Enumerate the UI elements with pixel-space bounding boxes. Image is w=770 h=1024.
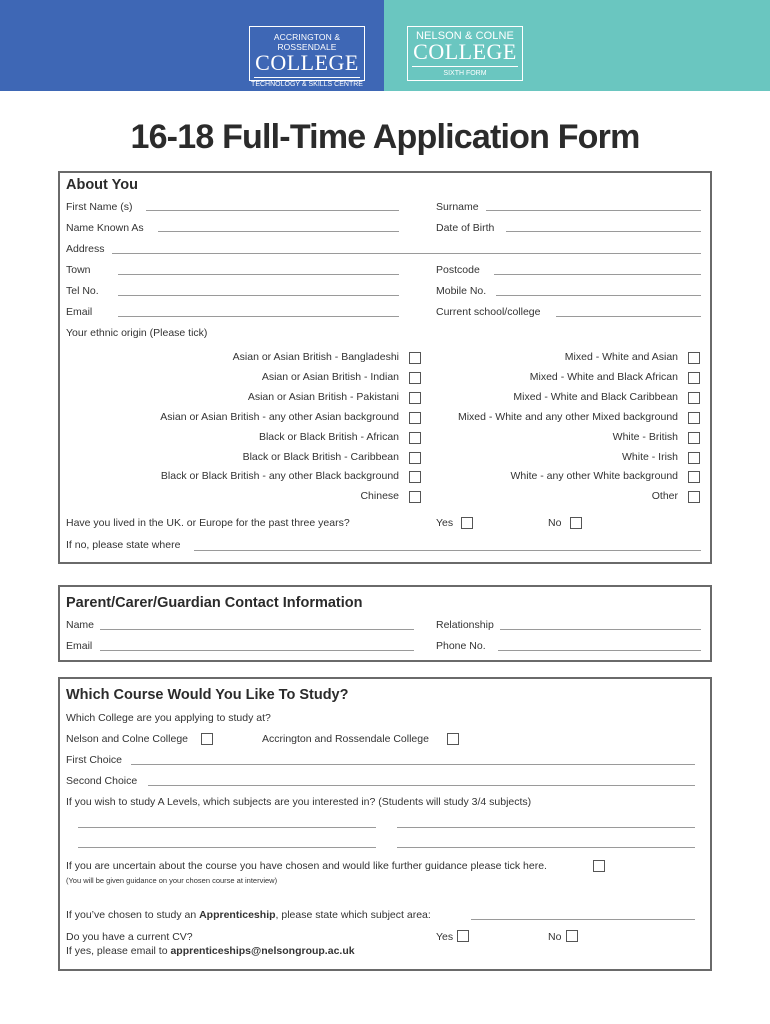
logo-nc-top: NELSON & COLNE <box>416 30 514 42</box>
ethnic-option-label: Asian or Asian British - Pakistani <box>247 391 399 403</box>
ethnic-option-checkbox[interactable] <box>409 432 421 444</box>
ethnic-option-checkbox[interactable] <box>688 352 700 364</box>
ethnic-option-checkbox[interactable] <box>409 452 421 464</box>
parent-email-label: Email <box>66 640 93 652</box>
ethnic-option-label: Mixed - White and Black African <box>529 371 678 383</box>
ethnic-option-label: Asian or Asian British - any other Asian background <box>160 411 399 423</box>
parent-heading: Parent/Carer/Guardian Contact Information <box>66 595 363 611</box>
logo-arc-top: ACCRINGTON & ROSSENDALE <box>273 32 341 52</box>
guidance-checkbox[interactable] <box>593 860 605 872</box>
lived-question: Have you lived in the UK. or Europe for the past three years? <box>66 517 350 529</box>
town-field[interactable] <box>118 274 399 275</box>
alevel-subject-field[interactable] <box>78 847 376 848</box>
dob-label: Date of Birth <box>436 222 495 234</box>
apprenticeship-question: If you’ve chosen to study an Apprenticeship, please state which subject area: <box>66 909 431 921</box>
ethnic-option-label: Asian or Asian British - Bangladeshi <box>232 351 399 363</box>
cv-question: Do you have a current CV? <box>66 931 193 943</box>
logo-nc-name: COLLEGE <box>413 39 517 64</box>
about-you-section <box>58 171 712 564</box>
ethnic-option-label: Black or Black British - African <box>258 431 399 443</box>
second-choice-field[interactable] <box>148 785 695 786</box>
ethnic-prompt: Your ethnic origin (Please tick) <box>66 327 208 339</box>
relationship-label: Relationship <box>436 619 494 631</box>
cv-yes-label: Yes <box>436 931 454 943</box>
lived-no-checkbox[interactable] <box>570 517 582 529</box>
email-field[interactable] <box>118 316 399 317</box>
nelson-option-checkbox[interactable] <box>201 733 213 745</box>
cv-no-checkbox[interactable] <box>566 930 578 942</box>
ethnic-option-checkbox[interactable] <box>409 471 421 483</box>
mobile-label: Mobile No. <box>436 285 487 297</box>
ethnic-option-checkbox[interactable] <box>409 372 421 384</box>
dob-field[interactable] <box>506 231 701 232</box>
ethnic-option-checkbox[interactable] <box>409 352 421 364</box>
parent-name-label: Name <box>66 619 95 631</box>
ethnic-option-checkbox[interactable] <box>688 452 700 464</box>
logo-nc-sub: SIXTH FORM <box>443 70 487 77</box>
first-name-field[interactable] <box>146 210 399 211</box>
postcode-field[interactable] <box>494 274 701 275</box>
surname-label: Surname <box>436 201 479 213</box>
ethnic-option-checkbox[interactable] <box>688 491 700 503</box>
ethnic-option-checkbox[interactable] <box>688 412 700 424</box>
first-choice-label: First Choice <box>66 754 123 766</box>
alevel-subject-field[interactable] <box>397 847 695 848</box>
ethnic-option-label: Other <box>651 490 678 502</box>
relationship-field[interactable] <box>500 629 701 630</box>
ethnic-option-label: Black or Black British - any other Black background <box>160 470 399 482</box>
ethnic-option-checkbox[interactable] <box>688 471 700 483</box>
cv-no-label: No <box>548 931 562 943</box>
accrington-college-logo <box>249 26 365 88</box>
lived-no-label: No <box>548 517 562 529</box>
ethnic-option-checkbox[interactable] <box>688 372 700 384</box>
first-choice-field[interactable] <box>131 764 695 765</box>
known-as-field[interactable] <box>158 231 399 232</box>
cv-email-instruction: If yes, please email to apprenticeships@nelsongroup.ac.uk <box>66 945 355 957</box>
ethnic-option-label: Mixed - White and Asian <box>564 351 678 363</box>
ethnic-option-checkbox[interactable] <box>409 491 421 503</box>
ethnic-option-label: Mixed - White and Black Caribbean <box>513 391 678 403</box>
ethnic-option-checkbox[interactable] <box>688 432 700 444</box>
uncertain-question: If you are uncertain about the course you have chosen and would like further guidance please tick here. <box>66 860 547 872</box>
cv-yes-checkbox[interactable] <box>457 930 469 942</box>
alevel-subject-field[interactable] <box>397 827 695 828</box>
ethnic-option-label: White - British <box>612 431 678 443</box>
ethnic-option-label: White - Irish <box>621 451 678 463</box>
postcode-label: Postcode <box>436 264 480 276</box>
town-label: Town <box>66 264 91 276</box>
nelson-colne-college-logo <box>407 26 523 81</box>
tel-label: Tel No. <box>66 285 99 297</box>
second-choice-label: Second Choice <box>66 775 138 787</box>
school-label: Current school/college <box>436 306 541 318</box>
apprenticeship-email-link[interactable]: apprenticeships@nelsongroup.ac.uk <box>170 945 355 957</box>
ethnic-option-checkbox[interactable] <box>688 392 700 404</box>
course-heading: Which Course Would You Like To Study? <box>66 687 349 703</box>
school-field[interactable] <box>556 316 701 317</box>
if-no-field[interactable] <box>194 550 701 551</box>
ethnic-option-label: Chinese <box>360 490 399 502</box>
page-title: 16-18 Full-Time Application Form <box>130 118 640 156</box>
first-name-label: First Name (s) <box>66 201 133 213</box>
phone-field[interactable] <box>498 650 701 651</box>
logo-arc-name: COLLEGE <box>255 50 359 75</box>
logo-arc-sub: TECHNOLOGY & SKILLS CENTRE <box>251 81 363 88</box>
nelson-option-label: Nelson and Colne College <box>66 733 188 745</box>
accrington-option-checkbox[interactable] <box>447 733 459 745</box>
surname-field[interactable] <box>486 210 701 211</box>
parent-name-field[interactable] <box>100 629 414 630</box>
tel-field[interactable] <box>118 295 399 296</box>
lived-yes-checkbox[interactable] <box>461 517 473 529</box>
ethnic-option-checkbox[interactable] <box>409 392 421 404</box>
ethnic-option-checkbox[interactable] <box>409 412 421 424</box>
if-no-label: If no, please state where <box>66 539 181 551</box>
apprenticeship-subject-field[interactable] <box>471 919 695 920</box>
email-label: Email <box>66 306 93 318</box>
guidance-note: (You will be given guidance on your chosen course at interview) <box>66 876 278 885</box>
lived-yes-label: Yes <box>436 517 454 529</box>
ethnic-option-label: Black or Black British - Caribbean <box>242 451 399 463</box>
ethnic-option-label: Mixed - White and any other Mixed background <box>457 411 678 423</box>
about-you-heading: About You <box>66 177 138 193</box>
parent-email-field[interactable] <box>100 650 414 651</box>
ethnic-option-label: Asian or Asian British - Indian <box>261 371 399 383</box>
alevel-subject-field[interactable] <box>78 827 376 828</box>
alevels-question: If you wish to study A Levels, which subjects are you interested in? (Students will study 3/4 subjects) <box>66 796 532 808</box>
accrington-option-label: Accrington and Rossendale College <box>262 733 429 745</box>
which-college-question: Which College are you applying to study at? <box>66 712 271 724</box>
known-as-label: Name Known As <box>66 222 144 234</box>
phone-label: Phone No. <box>436 640 486 652</box>
ethnic-option-label: White - any other White background <box>510 470 678 482</box>
mobile-field[interactable] <box>496 295 701 296</box>
address-label: Address <box>66 243 105 255</box>
address-field[interactable] <box>112 253 701 254</box>
